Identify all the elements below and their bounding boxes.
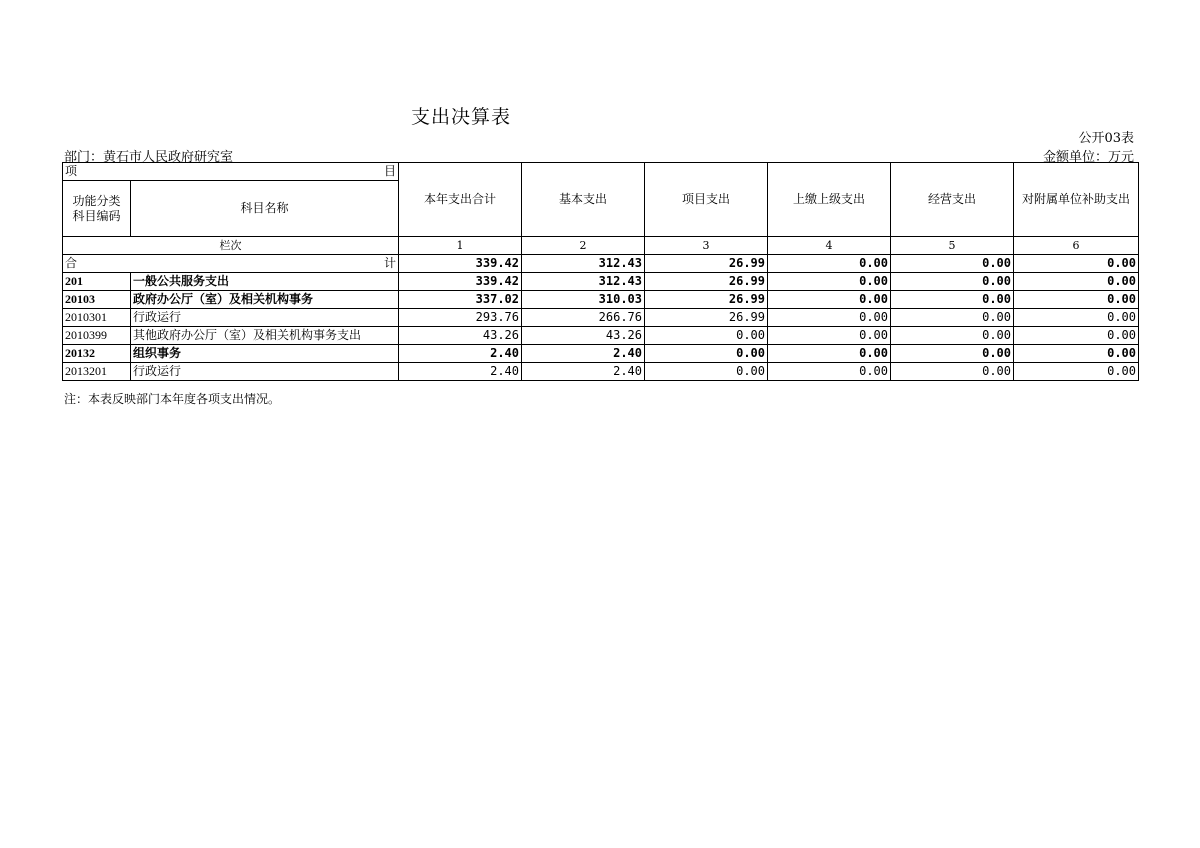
- row-value: 312.43: [522, 273, 645, 291]
- col-number-5: 5: [891, 237, 1014, 255]
- total-value-5: 0.00: [891, 255, 1014, 273]
- row-name: 政府办公厅（室）及相关机构事务: [131, 291, 399, 309]
- row-value: 0.00: [768, 327, 891, 345]
- row-value: 0.00: [768, 363, 891, 381]
- row-value: 293.76: [399, 309, 522, 327]
- col-number-6: 6: [1014, 237, 1139, 255]
- row-value: 0.00: [1014, 291, 1139, 309]
- col-header-4: 上缴上级支出: [768, 163, 891, 237]
- header-item-right: 目: [383, 164, 396, 178]
- row-col-label: 栏次: [63, 237, 399, 255]
- row-value: 0.00: [645, 363, 768, 381]
- row-value: 0.00: [891, 327, 1014, 345]
- row-value: 266.76: [522, 309, 645, 327]
- row-value: 2.40: [522, 345, 645, 363]
- table-number: 公开03表: [1078, 131, 1134, 146]
- code-header: [63, 181, 131, 237]
- row-code: 20103: [63, 291, 131, 309]
- row-value: 0.00: [645, 345, 768, 363]
- row-value: 0.00: [768, 291, 891, 309]
- row-name: 其他政府办公厅（室）及相关机构事务支出: [131, 327, 399, 345]
- row-name: 行政运行: [131, 309, 399, 327]
- row-value: 0.00: [768, 273, 891, 291]
- row-value: 310.03: [522, 291, 645, 309]
- row-value: 26.99: [645, 273, 768, 291]
- row-value: 26.99: [645, 309, 768, 327]
- col-header-2: 基本支出: [522, 163, 645, 237]
- table-row: [63, 363, 1139, 381]
- table-row: [63, 327, 1139, 345]
- col-header-3: 项目支出: [645, 163, 768, 237]
- row-value: 0.00: [891, 363, 1014, 381]
- col-number-2: 2: [522, 237, 645, 255]
- table-row: [63, 345, 1139, 363]
- row-value: 26.99: [645, 291, 768, 309]
- department-label: 部门：黄石市人民政府研究室: [64, 150, 234, 165]
- total-left-label: 合: [65, 256, 78, 270]
- row-value: 0.00: [1014, 309, 1139, 327]
- row-value: 0.00: [1014, 345, 1139, 363]
- row-value: 2.40: [522, 363, 645, 381]
- total-value-1: 339.42: [399, 255, 522, 273]
- row-code: 201: [63, 273, 131, 291]
- row-value: 0.00: [768, 309, 891, 327]
- total-value-2: 312.43: [522, 255, 645, 273]
- col-header-6: 对附属单位补助支出: [1014, 163, 1139, 237]
- col-number-1: 1: [399, 237, 522, 255]
- row-value: 0.00: [891, 309, 1014, 327]
- row-value: 0.00: [891, 291, 1014, 309]
- name-header: 科目名称: [131, 181, 399, 237]
- page-title: 支出决算表: [411, 106, 512, 128]
- row-value: 0.00: [1014, 273, 1139, 291]
- col-header-1: 本年支出合计: [399, 163, 522, 237]
- table-row: [63, 273, 1139, 291]
- total-value-4: 0.00: [768, 255, 891, 273]
- table-note: 注：本表反映部门本年度各项支出情况。: [64, 392, 281, 406]
- table-row: [63, 291, 1139, 309]
- total-value-3: 26.99: [645, 255, 768, 273]
- code-header-line1: 功能分类: [72, 193, 121, 208]
- row-name: 行政运行: [131, 363, 399, 381]
- row-value: 43.26: [522, 327, 645, 345]
- row-value: 2.40: [399, 363, 522, 381]
- row-value: 339.42: [399, 273, 522, 291]
- total-row: [63, 255, 1139, 273]
- row-code: 2013201: [63, 363, 131, 381]
- unit-label: 金额单位：万元: [1042, 150, 1134, 165]
- row-code: 2010301: [63, 309, 131, 327]
- expenditure-table: [62, 162, 1139, 381]
- total-right-label: 计: [383, 256, 396, 270]
- col-header-5: 经营支出: [891, 163, 1014, 237]
- row-value: 0.00: [645, 327, 768, 345]
- row-value: 0.00: [1014, 327, 1139, 345]
- row-code: 2010399: [63, 327, 131, 345]
- row-value: 0.00: [768, 345, 891, 363]
- code-header-line2: 科目编码: [72, 208, 121, 223]
- row-value: 0.00: [1014, 363, 1139, 381]
- row-code: 20132: [63, 345, 131, 363]
- row-name: 一般公共服务支出: [131, 273, 399, 291]
- row-value: 43.26: [399, 327, 522, 345]
- row-value: 2.40: [399, 345, 522, 363]
- table-row: [63, 309, 1139, 327]
- row-value: 0.00: [891, 273, 1014, 291]
- header-item-left: 项: [65, 164, 78, 178]
- col-number-3: 3: [645, 237, 768, 255]
- row-value: 0.00: [891, 345, 1014, 363]
- row-name: 组织事务: [131, 345, 399, 363]
- total-value-6: 0.00: [1014, 255, 1139, 273]
- col-number-4: 4: [768, 237, 891, 255]
- row-value: 337.02: [399, 291, 522, 309]
